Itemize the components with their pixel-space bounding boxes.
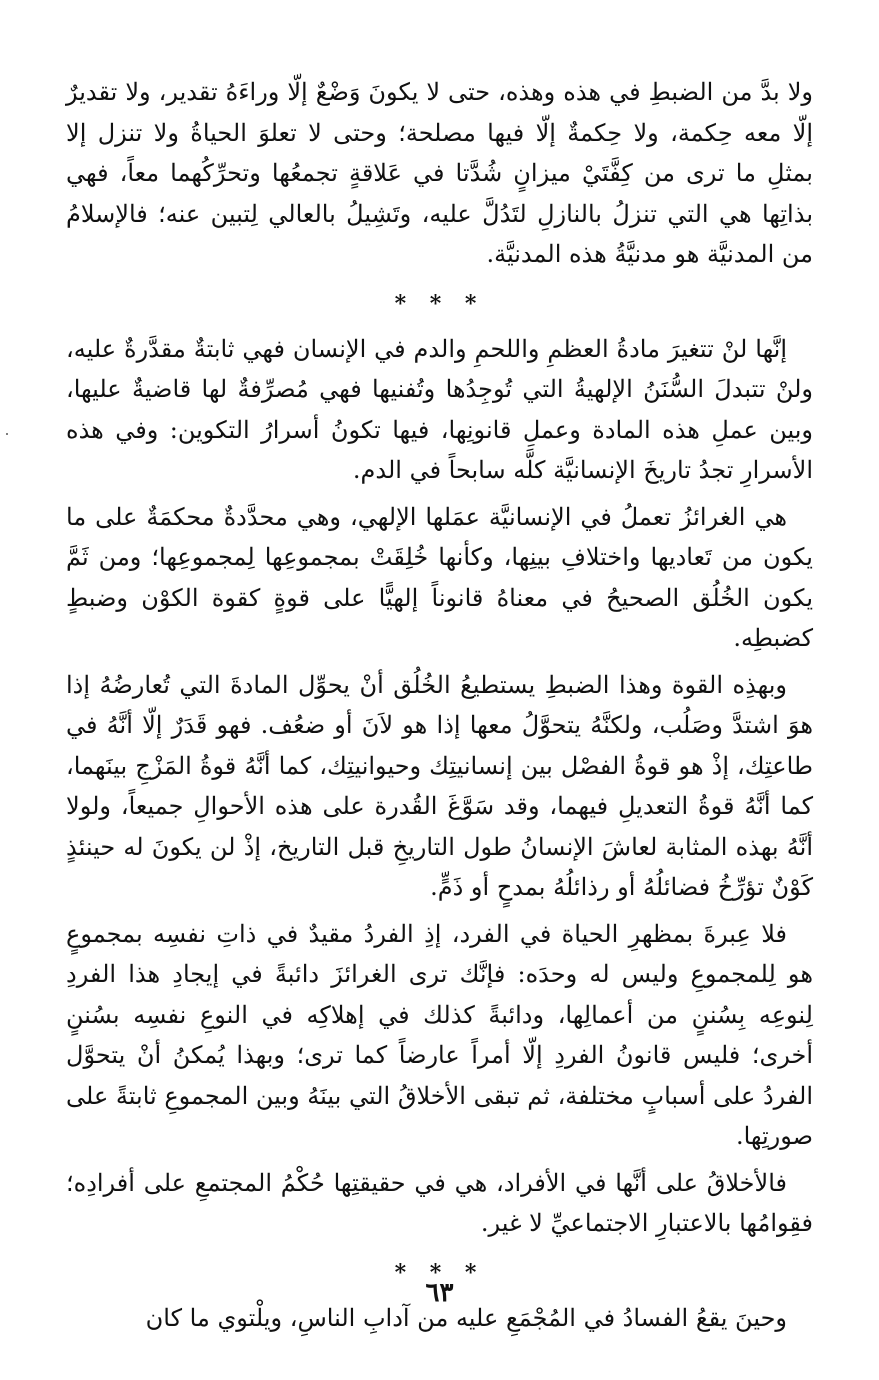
paragraph-1: ولا بدَّ من الضبطِ في هذه وهذه، حتى لا يكونَ وَضْعٌ إلّا وراءَهُ تقدير، ولا تقديرٌ إلّا معه حِكمة، ولا حِكمةٌ إلّا فيها مصلحة؛ وحتى لا تعلوَ الحياةُ ولا تنزل إلا بمثلِ ما ترى من كِفَّتَيْ ميزانٍ شُدَّتا في عَلاقةٍ تجمعُها وتحرِّكُهما معاً، فهي بذاتِها هي التي تنزلُ بالنازلِ لتَدُلَّ عليه، وتَشِيلُ بالعالي لِتبين عنه؛ فالإسلامُ من المدنيَّة هو مدنيَّةُ هذه المدنيَّة. bbox=[66, 78, 813, 268]
paragraph-4: وبهذِه القوة وهذا الضبطِ يستطيعُ الخُلُق أنْ يحوِّل المادةَ التي تُعارضُهُ إذا هوَ اشتدَّ وصَلُب، ولكنَّهُ يتحوَّلُ معها إذا هو لاَنَ أو ضعُف. فهو قَدَرٌ إلّا أنَّهُ في طاعتِك، إذْ هو قوةُ الفصْل بين إنسانيتِك وحيوانيتِك، كما أنَّهُ قوةُ المَزْجِ بينَهما، كما أنَّهُ قوةُ التعديلِ فيهما، وقد سَوَّغَ القُدرة على هذه الأحوالِ جميعاً، ولولا أنَّهُ بهذه المثابة لعاشَ الإنسانُ طول التاريخِ قبل التاريخ، إذْ لن يكونَ له حينئذٍ كَوْنٌ تؤرِّخُ فضائلُهُ أو رذائلُهُ بمدحٍ أو ذَمٍّ. bbox=[66, 670, 814, 901]
section-separator-1: * * * bbox=[394, 290, 485, 317]
paragraph-5: فلا عِبرةَ بمظهرِ الحياة في الفرد، إذِ الفردُ مقيدٌ في ذاتِ نفسِه بمجموعٍ هو لِلمجموعِ وليس له وحدَه: فإنَّك ترى الغرائزَ دائبةً في إيجادِ هذا الفردِ لِنوعِه بِسُننٍ من أعمالِها، ودائبةً كذلك في إهلاكِه في النوعِ نفسِه بسُننٍ أخرى؛ فليس قانونُ الفردِ إلّا أمراً عارضاً كما ترى؛ وبهذا يُمكنُ أنْ يتحوَّل الفردُ على أسبابٍ مختلفة، ثم تبقى الأخلاقُ التي بينَهُ وبين المجموعِ ثابتةً على صورتِها. bbox=[66, 919, 813, 1150]
paragraph-6: فالأخلاقُ على أنَّها في الأفراد، هي في حقيقتِها حُكْمُ المجتمعِ على أفرادِه؛ فقِوامُها بالاعتبارِ الاجتماعيِّ لا غير. bbox=[66, 1168, 813, 1237]
margin-speck bbox=[6, 433, 8, 435]
paragraph-3: هي الغرائزُ تعملُ في الإنسانيَّة عمَلها الإلهي، وهي محدَّدةٌ محكمَةٌ على ما يكون من تَعاديها واختلافِ بينِها، وكأنها خُلِقَتْ بمجموعِها لِمجموعِها؛ ومن ثَمَّ يكون الخُلُق الصحيحُ في معناهُ قانوناً إلهيًّا على قوةٍ كقوة الكوْن وضبطٍ كضبطِه. bbox=[66, 502, 813, 652]
paragraph-7: وحينَ يقعُ الفسادُ في المُجْمَعِ عليه من آدابِ الناسِ، ويلْتوي ما كان bbox=[145, 1303, 787, 1332]
section-separator-2: * * * bbox=[394, 1259, 485, 1286]
page-body bbox=[66, 72, 813, 1344]
paragraph-2: إنَّها لنْ تتغيرَ مادةُ العظمِ واللحمِ والدم في الإنسان فهي ثابتةٌ مقدَّرةٌ عليه، ولنْ تتبدلَ السُّنَنُ الإلهيةُ التي تُوجِدُها وتُفنيها فهي مُصرِّفةٌ لها قاضيةٌ عليها، وبين عملِ هذه المادة وعملِ قانونِها، فيها تكونُ أسرارُ التكوين: وفي هذه الأسرارِ تجدُ تاريخَ الإنسانيَّة كلَّه سابحاً في الدم. bbox=[66, 334, 813, 484]
page-number: ٦٣ bbox=[425, 1278, 454, 1308]
